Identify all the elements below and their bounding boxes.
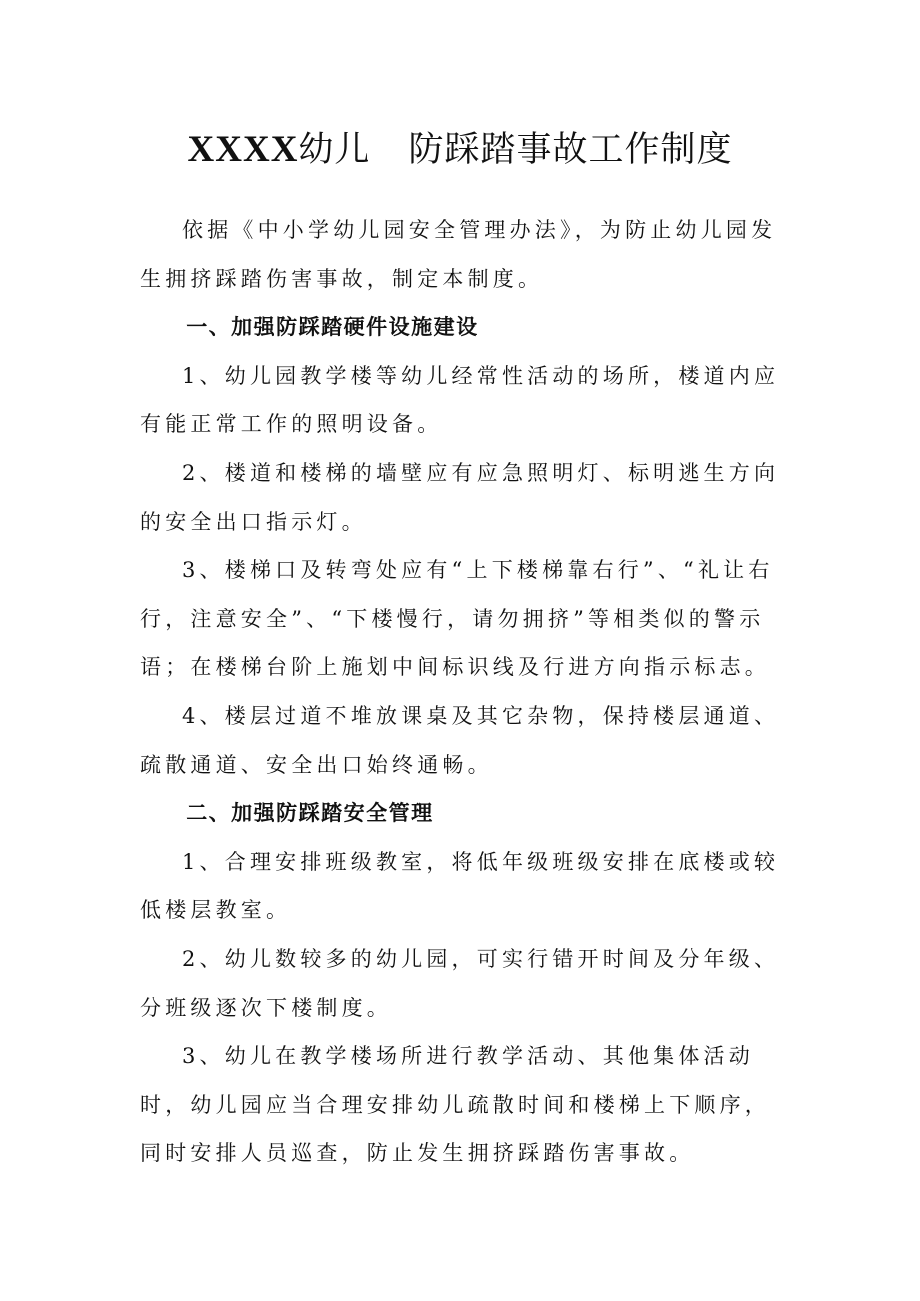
document-body [140, 206, 790, 1178]
section-2-item-1: 1、合理安排班级教室，将低年级班级安排在底楼或较低楼层教室。 [140, 849, 780, 923]
section-heading-1: 一、加强防踩踏硬件设施建设 [186, 315, 479, 340]
section-2-item-2: 2、幼儿数较多的幼儿园，可实行错开时间及分年级、分班级逐次下楼制度。 [140, 946, 780, 1020]
document-title [0, 125, 920, 175]
title-part-2: 防踩踏事故工作制度 [408, 130, 733, 170]
section-2-item-3: 3、幼儿在教学楼场所进行教学活动、其他集体活动时，幼儿园应当合理安排幼儿疏散时间和楼梯上下顺序，同时安排人员巡查，防止发生拥挤踩踏伤害事故。 [140, 1044, 770, 1166]
section-heading-2: 二、加强防踩踏安全管理 [186, 801, 434, 826]
section-1-item-4: 4、楼层过道不堆放课桌及其它杂物，保持楼层通道、疏散通道、安全出口始终通畅。 [140, 703, 780, 777]
title-lead: XXXX [187, 129, 299, 170]
section-1-item-2: 2、楼道和楼梯的墙壁应有应急照明灯、标明逃生方向的安全出口指示灯。 [140, 460, 780, 534]
intro-paragraph: 依据《中小学幼儿园安全管理办法》，为防止幼儿园发生拥挤踩踏伤害事故，制定本制度。 [140, 218, 777, 291]
section-1-item-3: 3、楼梯口及转弯处应有“上下楼梯靠右行”、“礼让右行，注意安全”、“下楼慢行，请勿拥挤”等相类似的警示语；在楼梯台阶上施划中间标识线及行进方向指示标志。 [140, 558, 774, 680]
title-part-1: 幼儿 [298, 130, 371, 170]
section-1-item-1: 1、幼儿园教学楼等幼儿经常性活动的场所，楼道内应有能正常工作的照明设备。 [140, 363, 780, 437]
